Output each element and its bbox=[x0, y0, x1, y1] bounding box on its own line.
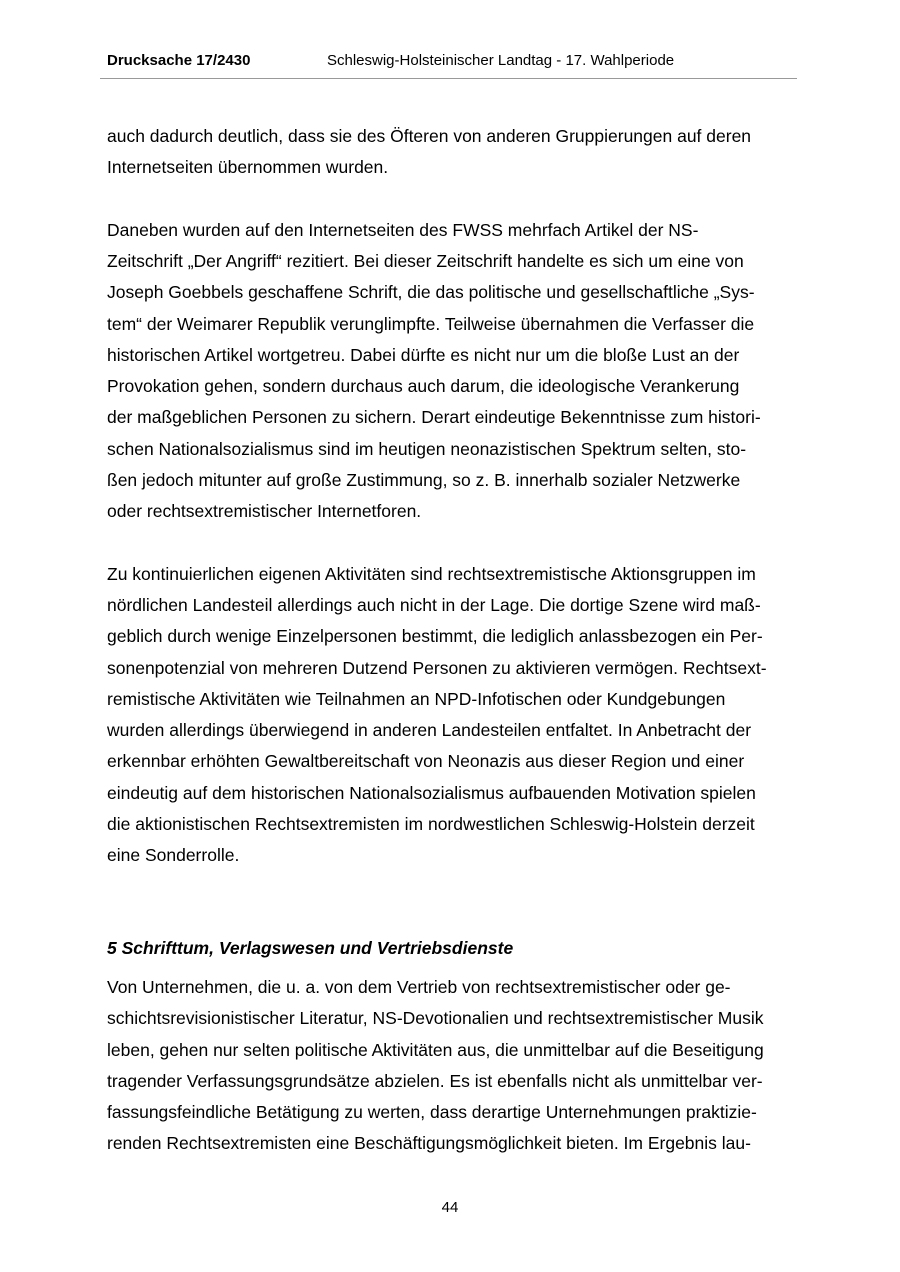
section-line-5: fassungsfeindliche Betätigung zu werten, dass derartige Unternehmungen praktizie- bbox=[107, 1102, 757, 1122]
section-line-2: schichtsrevisionistischer Literatur, NS-Devotionalien und rechtsextremistischer Musik bbox=[107, 1008, 764, 1028]
paragraph-2-line-8: schen Nationalsozialismus sind im heutigen neonazistischen Spektrum selten, sto- bbox=[107, 439, 747, 459]
paragraph-1-line-2: Internetseiten übernommen wurden. bbox=[107, 157, 389, 177]
section-line-4: tragender Verfassungsgrundsätze abzielen. Es ist ebenfalls nicht als unmittelbar ver- bbox=[107, 1071, 763, 1091]
paragraph-2-line-1: Daneben wurden auf den Internetseiten des FWSS mehrfach Artikel der NS- bbox=[107, 220, 699, 240]
paragraph-3-line-1: Zu kontinuierlichen eigenen Aktivitäten sind rechtsextremistische Aktionsgruppen im bbox=[107, 564, 756, 584]
section-heading: 5 Schrifttum, Verlagswesen und Vertriebsdienste bbox=[107, 938, 514, 958]
document-number: Drucksache 17/2430 bbox=[107, 52, 251, 69]
paragraph-2-line-10: oder rechtsextremistischer Internetforen. bbox=[107, 501, 422, 521]
paragraph-3-line-5: remistische Aktivitäten wie Teilnahmen an NPD-Infotischen oder Kundgebungen bbox=[107, 689, 726, 709]
paragraph-3-line-9: die aktionistischen Rechtsextremisten im nordwestlichen Schleswig-Holstein derzeit bbox=[107, 814, 755, 834]
paragraph-1-line-1: auch dadurch deutlich, dass sie des Öfteren von anderen Gruppierungen auf deren bbox=[107, 126, 752, 146]
section-line-1: Von Unternehmen, die u. a. von dem Vertrieb von rechtsextremistischer oder ge- bbox=[107, 977, 731, 997]
paragraph-3-line-2: nördlichen Landesteil allerdings auch nicht in der Lage. Die dortige Szene wird maß- bbox=[107, 595, 761, 615]
paragraph-3-line-3: geblich durch wenige Einzelpersonen bestimmt, die lediglich anlassbezogen ein Per- bbox=[107, 626, 763, 646]
section-line-3: leben, gehen nur selten politische Aktivitäten aus, die unmittelbar auf die Beseitigung bbox=[107, 1040, 764, 1060]
paragraph-3-line-7: erkennbar erhöhten Gewaltbereitschaft von Neonazis aus dieser Region und einer bbox=[107, 751, 745, 771]
paragraph-2-line-5: historischen Artikel wortgetreu. Dabei dürfte es nicht nur um die bloße Lust an der bbox=[107, 345, 740, 365]
page-number: 44 bbox=[441, 1199, 459, 1216]
section-line-6: renden Rechtsextremisten eine Beschäftigungsmöglichkeit bieten. Im Ergebnis lau- bbox=[107, 1133, 751, 1153]
paragraph-2-line-2: Zeitschrift „Der Angriff“ rezitiert. Bei dieser Zeitschrift handelte es sich um eine von bbox=[107, 251, 744, 271]
paragraph-2-line-9: ßen jedoch mitunter auf große Zustimmung, so z. B. innerhalb sozialer Netzwerke bbox=[107, 470, 741, 490]
paragraph-3-line-8: eindeutig auf dem historischen Nationalsozialismus aufbauenden Motivation spielen bbox=[107, 783, 756, 803]
paragraph-2-line-4: tem“ der Weimarer Republik verunglimpfte. Teilweise übernahmen die Verfasser die bbox=[107, 314, 755, 334]
paragraph-2-line-3: Joseph Goebbels geschaffene Schrift, die das politische und gesellschaftliche „Sys- bbox=[107, 282, 755, 302]
paragraph-2-line-6: Provokation gehen, sondern durchaus auch darum, die ideologische Verankerung bbox=[107, 376, 740, 396]
paragraph-3-line-6: wurden allerdings überwiegend in anderen Landesteilen entfaltet. In Anbetracht der bbox=[107, 720, 752, 740]
paragraph-3-line-4: sonenpotenzial von mehreren Dutzend Personen zu aktivieren vermögen. Rechtsext- bbox=[107, 658, 767, 678]
paragraph-2-line-7: der maßgeblichen Personen zu sichern. Derart eindeutige Bekenntnisse zum histori- bbox=[107, 407, 761, 427]
header-title: Schleswig-Holsteinischer Landtag - 17. Wahlperiode bbox=[327, 52, 675, 69]
paragraph-3-line-10: eine Sonderrolle. bbox=[107, 845, 240, 865]
page-header bbox=[100, 52, 797, 79]
